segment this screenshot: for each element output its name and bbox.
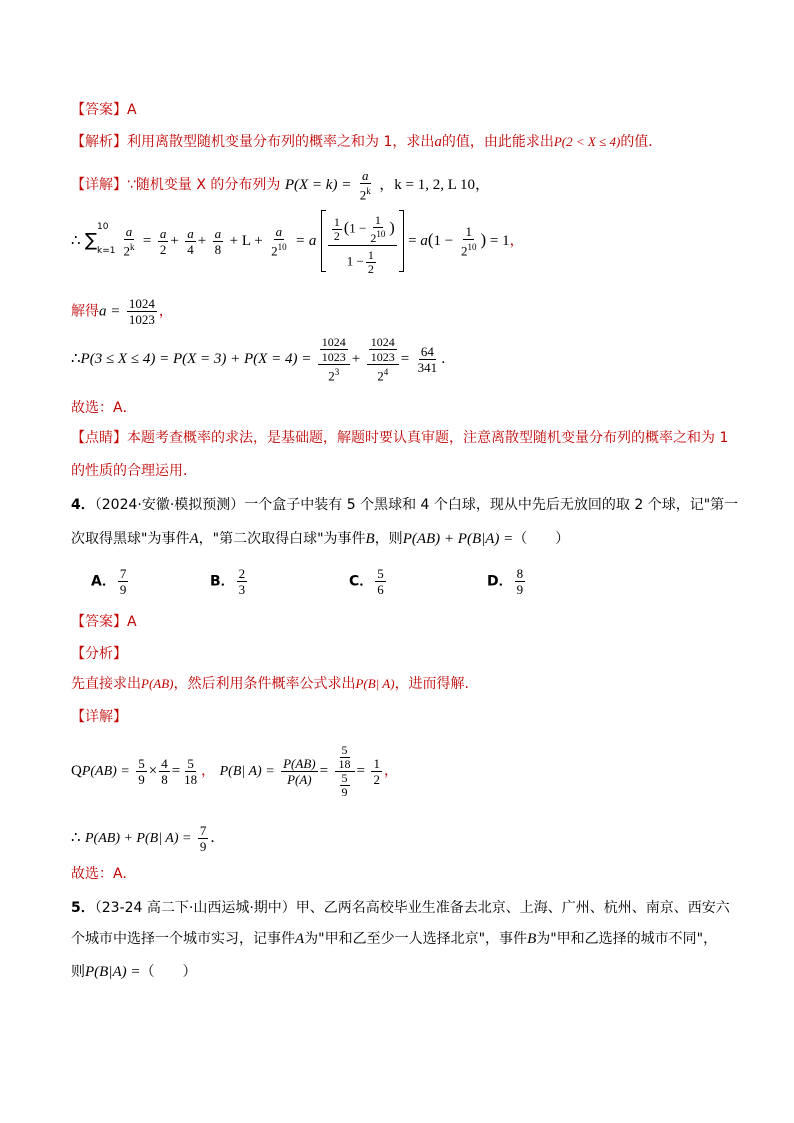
q4-answer-line bbox=[71, 612, 137, 632]
sum-symbol: 10 ∑ k=1 bbox=[85, 221, 116, 256]
sum-term-3: $\frac{a}{8}$ bbox=[214, 225, 222, 257]
q5-source: （23-24 高二下·山西运城·期中） bbox=[94, 900, 296, 916]
prob-prefix: ∴ bbox=[71, 351, 81, 368]
q3-detail-line bbox=[71, 168, 490, 202]
answer-tag: 【答案】 bbox=[71, 614, 127, 630]
q4-source: （2024·安徽·模拟预测） bbox=[94, 497, 245, 513]
q3-choose: 故选：A． bbox=[71, 400, 137, 416]
solve-fraction: $\frac{1024}{1023}$ bbox=[128, 296, 155, 327]
q4-line2: 次取得黑球"为事件A，"第二次取得白球"为事件B，则P(AB) + P(B|A) =（ ） bbox=[71, 531, 570, 547]
sum-eq-a: = a bbox=[295, 233, 317, 249]
q4-text-1: 一个盒子中装有 5 个黑球和 4 个白球，现从中先后无放回的取 2 个球，记"第一 bbox=[244, 497, 739, 513]
q5-line1 bbox=[71, 898, 730, 918]
detail-expr: P(X = k) = bbox=[284, 177, 352, 194]
prob-result: $\frac{64}{341}$ bbox=[417, 343, 438, 375]
comment-text-1: 本题考查概率的求法，是基础题，解题时要认真审题，注意离散型随机变量分布列的概率之和为 1 bbox=[127, 430, 729, 446]
analysis-text: 利用离散型随机变量分布列的概率之和为 1，求出 bbox=[127, 134, 435, 150]
q4-option-d: D． $\frac{8}{9}$ bbox=[487, 566, 524, 597]
analysis-tag: 【解析】 bbox=[71, 134, 127, 150]
detail-tag: 【详解】 bbox=[71, 177, 127, 194]
q3-comment-line2: 的性质的合理运用． bbox=[71, 463, 197, 479]
q3-sum-line: ∴ 10 ∑ k=1 $\frac{a}{2^k}$ = $\frac{a}{2}$ + $\frac{a}{4}$ + $\frac{a}{8}$ + L + $\frac{a}{2^{10}}$ = a $\frac{1}{2}$ (1 − $\frac{1}{2^{10}}$ ) 1 − $\frac{1}{2}$ = a(1 − $\frac{1}{2^{10}}$ ) = 1， bbox=[71, 205, 524, 277]
q4-choose: 故选：A. bbox=[71, 866, 127, 882]
q4-analysis-tag: 【分析】 bbox=[71, 646, 127, 662]
sum-dots: + L + bbox=[229, 233, 263, 249]
q3-comment-line1 bbox=[71, 428, 728, 448]
solve-lhs: a = bbox=[99, 303, 121, 320]
answer-value: A bbox=[127, 102, 137, 118]
prob-fraction-2: $\frac{\frac{1024}{1023}}{2^4}$ bbox=[367, 335, 399, 383]
event-a-var: A bbox=[189, 531, 199, 547]
solve-text: 解得 bbox=[71, 303, 99, 320]
q4-option-a: A． $\frac{7}{9}$ bbox=[91, 566, 127, 597]
analysis-text2: 的值，由此能求出 bbox=[441, 134, 554, 150]
q3-prob-line: ∴P(3 ≤ X ≤ 4) = P(X = 3) + P(X = 4) = $\frac{\frac{1024}{1023}}{2^3}$ + $\frac{\frac{1024}{1023}}{2^4}$ = $\frac{64}{341}$ ． bbox=[71, 335, 456, 384]
comment-tag: 【点睛】 bbox=[71, 430, 127, 446]
prob-expr: P(3 ≤ X ≤ 4) = P(X = 3) + P(X = 4) = bbox=[80, 351, 312, 368]
therefore-symbol: ∴ bbox=[71, 233, 81, 249]
q4-step2-line: ∴ P(AB) + P(B| A) = $\frac{7}{9}$ ． bbox=[71, 822, 225, 854]
event-b-var: B bbox=[365, 531, 375, 547]
q4-line1 bbox=[71, 495, 738, 515]
sum-term-general: $\frac{a}{2^k}$ bbox=[123, 223, 135, 259]
prob-fraction-1: $\frac{\frac{1024}{1023}}{2^3}$ bbox=[318, 335, 350, 383]
sum-bracket bbox=[321, 210, 404, 276]
q5-line2: 个城市中选择一个城市实习，记事件A为"甲和乙至少一人选择北京"，事件B为"甲和乙选择的城市不同"， bbox=[71, 931, 718, 947]
q4-number: 4． bbox=[71, 497, 95, 513]
sum-term-2: $\frac{a}{4}$ bbox=[187, 225, 194, 257]
solve-end: ， bbox=[158, 303, 173, 320]
sum-term-1: $\frac{a}{2}$ bbox=[159, 225, 167, 257]
sum-result: = a(1 − $\frac{1}{2^{10}}$ ) = 1 bbox=[408, 224, 510, 259]
q5-line3: 则P(B|A) =（ ） bbox=[71, 964, 197, 980]
sum-inner-fraction: $\frac{1}{2}$ (1 − $\frac{1}{2^{10}}$ ) 1 − $\frac{1}{2}$ bbox=[328, 214, 397, 276]
detail-k-range: ，k = 1, 2, L 10， bbox=[379, 177, 491, 194]
q3-analysis-line bbox=[71, 132, 662, 152]
q4-option-b: B． $\frac{2}{3}$ bbox=[210, 566, 246, 597]
detail-text: ∵随机变量 X 的分布列为 bbox=[127, 177, 281, 194]
q3-solve-line bbox=[71, 296, 173, 327]
q4-detail-tag: 【详解】 bbox=[71, 709, 127, 725]
analysis-expr: P(2 < X ≤ 4) bbox=[553, 134, 621, 149]
q4-step1-line: QP(AB) = $\frac{5}{9}$ × $\frac{4}{8}$ = $\frac{5}{18}$ ， P(B| A) = $\frac{P(AB)}{P(A)}$ = $\frac{\frac{5}{18}}{\frac{5}{9}}$ = $\frac{1}{2}$ ， bbox=[71, 742, 398, 799]
q4-expression: P(AB) + P(B|A) = bbox=[402, 531, 514, 547]
q5-number: 5． bbox=[71, 900, 95, 916]
q5-text-1: 甲、乙两名高校毕业生准备去北京、上海、广州、杭州、南京、西安六 bbox=[295, 900, 730, 916]
q4-option-c: C． $\frac{5}{6}$ bbox=[349, 566, 384, 597]
detail-fraction: $\frac{a}{2^k}$ bbox=[359, 168, 371, 203]
answer-value: A bbox=[127, 614, 137, 630]
analysis-end: 的值． bbox=[620, 134, 663, 150]
analysis-var-a: a bbox=[434, 134, 442, 150]
q3-answer-line bbox=[71, 100, 137, 120]
answer-tag: 【答案】 bbox=[71, 102, 127, 118]
sum-term-last: $\frac{a}{2^{10}}$ bbox=[271, 223, 287, 259]
q4-analysis-line: 先直接求出P(AB)，然后利用条件概率公式求出P(B| A)，进而得解. bbox=[71, 676, 470, 692]
